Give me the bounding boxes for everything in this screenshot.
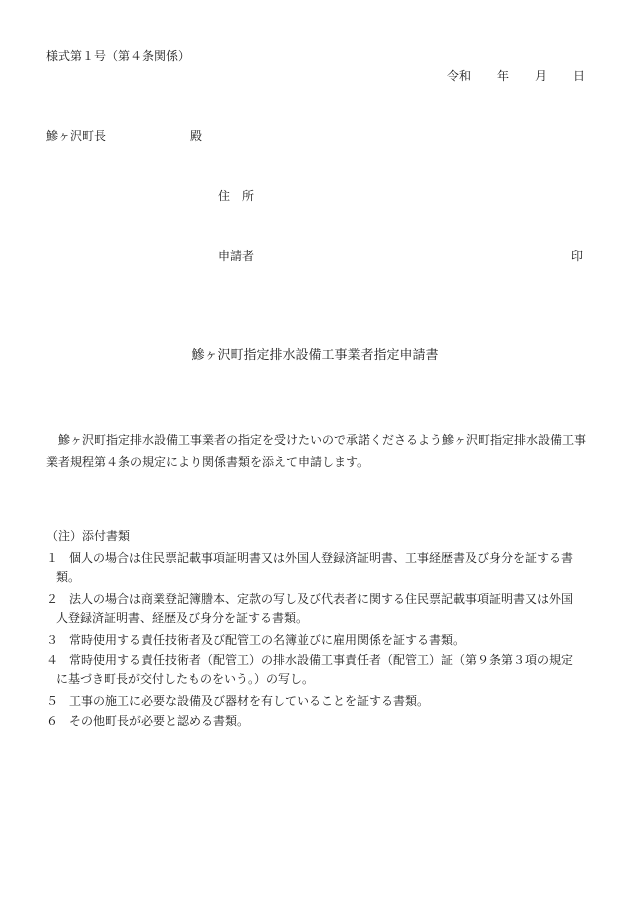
note-text: 工事の施工に必要な設備及び器材を有していることを証する書類。 <box>69 694 430 708</box>
note-item <box>46 712 586 731</box>
form-number: 様式第１号（第４条関係） <box>46 49 191 63</box>
date-era: 令和 <box>447 69 472 83</box>
note-text-continuation: 人登録済証明書、経歴及び身分を証する書類。 <box>56 611 309 625</box>
note-number: ３ <box>46 633 59 647</box>
addressee-name: 鰺ヶ沢町長 <box>46 129 107 143</box>
note-number: ５ <box>46 694 59 708</box>
note-item <box>46 631 586 650</box>
note-item <box>46 590 586 628</box>
note-text-continuation: 類。 <box>56 570 81 584</box>
document-title: 鰺ヶ沢町指定排水設備工事業者指定申請書 <box>191 348 439 363</box>
note-text: 常時使用する責任技術者及び配管工の名簿並びに雇用関係を証する書類。 <box>69 633 466 647</box>
date-line <box>447 70 585 82</box>
note-item <box>46 549 586 587</box>
addressee <box>46 130 202 142</box>
seal-mark: 印 <box>571 249 584 263</box>
date-day: 日 <box>573 69 586 83</box>
address-label: 住 所 <box>218 189 255 203</box>
applicant-label: 申請者 <box>218 249 255 263</box>
note-text-continuation: に基づき町長が交付したものをいう。）の写し。 <box>56 672 315 686</box>
note-item <box>46 692 586 711</box>
body-paragraph: 鰺ヶ沢町指定排水設備工事業者の指定を受けたいので承諾くださるよう鰺ヶ沢町指定排水設備工事業者規程第４条の規定により関係書類を添えて申請します。 <box>46 433 587 469</box>
date-year: 年 <box>497 69 510 83</box>
note-text: 個人の場合は住民票記載事項証明書又は外国人登録済証明書、工事経歴書及び身分を証する書 <box>69 551 574 565</box>
note-number: ６ <box>46 714 59 728</box>
note-text: 常時使用する責任技術者（配管工）の排水設備工事責任者（配管工）証（第９条第３項の規定 <box>69 653 574 667</box>
date-month: 月 <box>535 69 548 83</box>
note-text: 法人の場合は商業登記簿謄本、定款の写し及び代表者に関する住民票記載事項証明書又は外国 <box>69 592 574 606</box>
note-text: その他町長が必要と認める書類。 <box>69 714 250 728</box>
note-item <box>46 651 586 689</box>
note-number: １ <box>46 551 59 565</box>
note-number: ４ <box>46 653 59 667</box>
notes-heading: （注）添付書類 <box>46 529 131 543</box>
note-number: ２ <box>46 592 59 606</box>
addressee-honorific: 殿 <box>190 129 203 143</box>
